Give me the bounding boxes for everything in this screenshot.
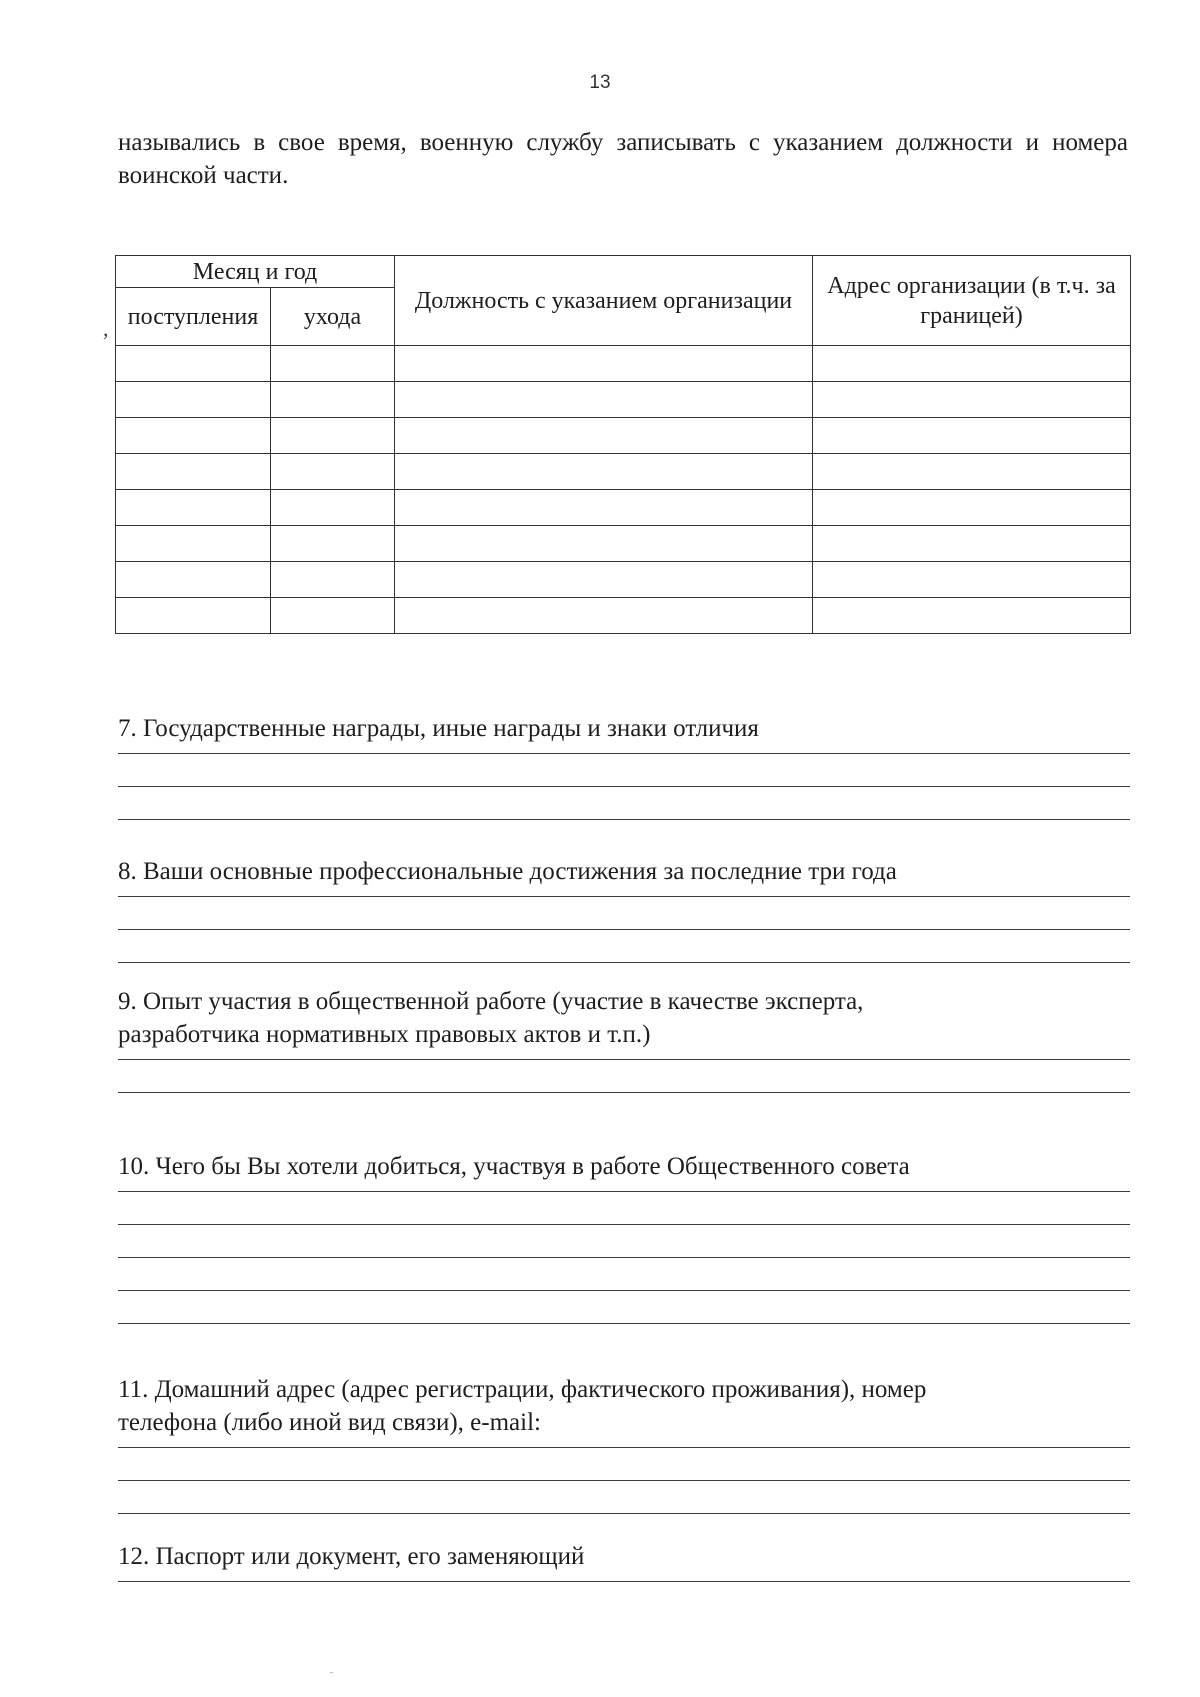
end-cell[interactable] [271, 598, 395, 634]
section-12-question: 12. Паспорт или документ, его заменяющий [118, 1543, 585, 1570]
start-cell[interactable] [116, 346, 271, 382]
start-date-header: поступления [116, 288, 271, 346]
end-date-header: ухода [271, 288, 395, 346]
start-cell[interactable] [116, 418, 271, 454]
position-cell[interactable] [395, 490, 813, 526]
address-cell[interactable] [813, 418, 1131, 454]
section-10-goals [118, 1150, 1130, 1324]
end-cell[interactable] [271, 418, 395, 454]
end-cell[interactable] [271, 562, 395, 598]
address-cell[interactable] [813, 490, 1131, 526]
position-cell[interactable] [395, 454, 813, 490]
address-cell[interactable] [813, 346, 1131, 382]
section-7-question: 7. Государственные награды, иные награды и знаки отличия [118, 715, 759, 742]
position-cell[interactable] [395, 526, 813, 562]
position-cell[interactable] [395, 562, 813, 598]
section-7-awards [118, 712, 1130, 820]
start-cell[interactable] [116, 562, 271, 598]
end-cell[interactable] [271, 346, 395, 382]
section-9-question: 9. Опыт участия в общественной работе (участие в качестве эксперта, [118, 988, 864, 1015]
table-row [116, 598, 1131, 634]
end-cell[interactable] [271, 454, 395, 490]
table-row [116, 490, 1131, 526]
work-history-table [115, 255, 1131, 634]
section-9-public-work [118, 985, 1130, 1093]
table-row [116, 526, 1131, 562]
section-10-question: 10. Чего бы Вы хотели добиться, участвуя в работе Общественного совета [118, 1153, 910, 1180]
page-number: 13 [589, 72, 611, 93]
address-header: Адрес организации (в т.ч. за границей) [813, 256, 1131, 346]
month-year-header: Месяц и год [116, 256, 395, 288]
table-row [116, 382, 1131, 418]
position-cell[interactable] [395, 418, 813, 454]
answer-line[interactable] [118, 1225, 1130, 1258]
answer-line[interactable] [118, 1439, 1130, 1448]
section-9-question-cont: разработчика нормативных правовых актов и т.п.) [118, 1021, 651, 1048]
scan-speck [330, 1672, 333, 1673]
answer-line[interactable] [118, 787, 1130, 820]
position-header: Должность с указанием организации [395, 256, 813, 346]
table-row [116, 562, 1131, 598]
intro-text: назывались в свое время, военную службу записывать с указанием должности и номера воинской части. [118, 129, 1128, 189]
answer-line[interactable] [118, 888, 1130, 897]
answer-line[interactable] [118, 1258, 1130, 1291]
answer-line[interactable] [118, 754, 1130, 787]
answer-line[interactable] [118, 897, 1130, 930]
position-cell[interactable] [395, 346, 813, 382]
address-cell[interactable] [813, 382, 1131, 418]
section-8-achievements [118, 855, 1130, 963]
section-11-contacts [118, 1373, 1130, 1514]
start-cell[interactable] [116, 526, 271, 562]
table-row [116, 454, 1131, 490]
answer-line[interactable] [118, 1291, 1130, 1324]
answer-line[interactable] [118, 930, 1130, 963]
table-row [116, 346, 1131, 382]
answer-line[interactable] [118, 1060, 1130, 1093]
position-cell[interactable] [395, 382, 813, 418]
start-cell[interactable] [116, 490, 271, 526]
section-11-question-cont: телефона (либо иной вид связи), e-mail: [118, 1409, 541, 1436]
address-cell[interactable] [813, 562, 1131, 598]
end-cell[interactable] [271, 382, 395, 418]
section-12-passport [118, 1540, 1130, 1582]
answer-line[interactable] [118, 1481, 1130, 1514]
section-8-question: 8. Ваши основные профессиональные достижения за последние три года [118, 858, 897, 885]
start-cell[interactable] [116, 382, 271, 418]
end-cell[interactable] [271, 526, 395, 562]
answer-line[interactable] [118, 1183, 1130, 1192]
start-cell[interactable] [116, 598, 271, 634]
position-cell[interactable] [395, 598, 813, 634]
answer-line[interactable] [118, 1573, 1130, 1582]
section-11-question: 11. Домашний адрес (адрес регистрации, фактического проживания), номер [118, 1376, 927, 1403]
address-cell[interactable] [813, 454, 1131, 490]
answer-line[interactable] [118, 745, 1130, 754]
end-cell[interactable] [271, 490, 395, 526]
address-cell[interactable] [813, 526, 1131, 562]
address-cell[interactable] [813, 598, 1131, 634]
answer-line[interactable] [118, 1051, 1130, 1060]
start-cell[interactable] [116, 454, 271, 490]
answer-line[interactable] [118, 1192, 1130, 1225]
table-row [116, 418, 1131, 454]
answer-line[interactable] [118, 1448, 1130, 1481]
stray-mark: , [103, 316, 109, 341]
